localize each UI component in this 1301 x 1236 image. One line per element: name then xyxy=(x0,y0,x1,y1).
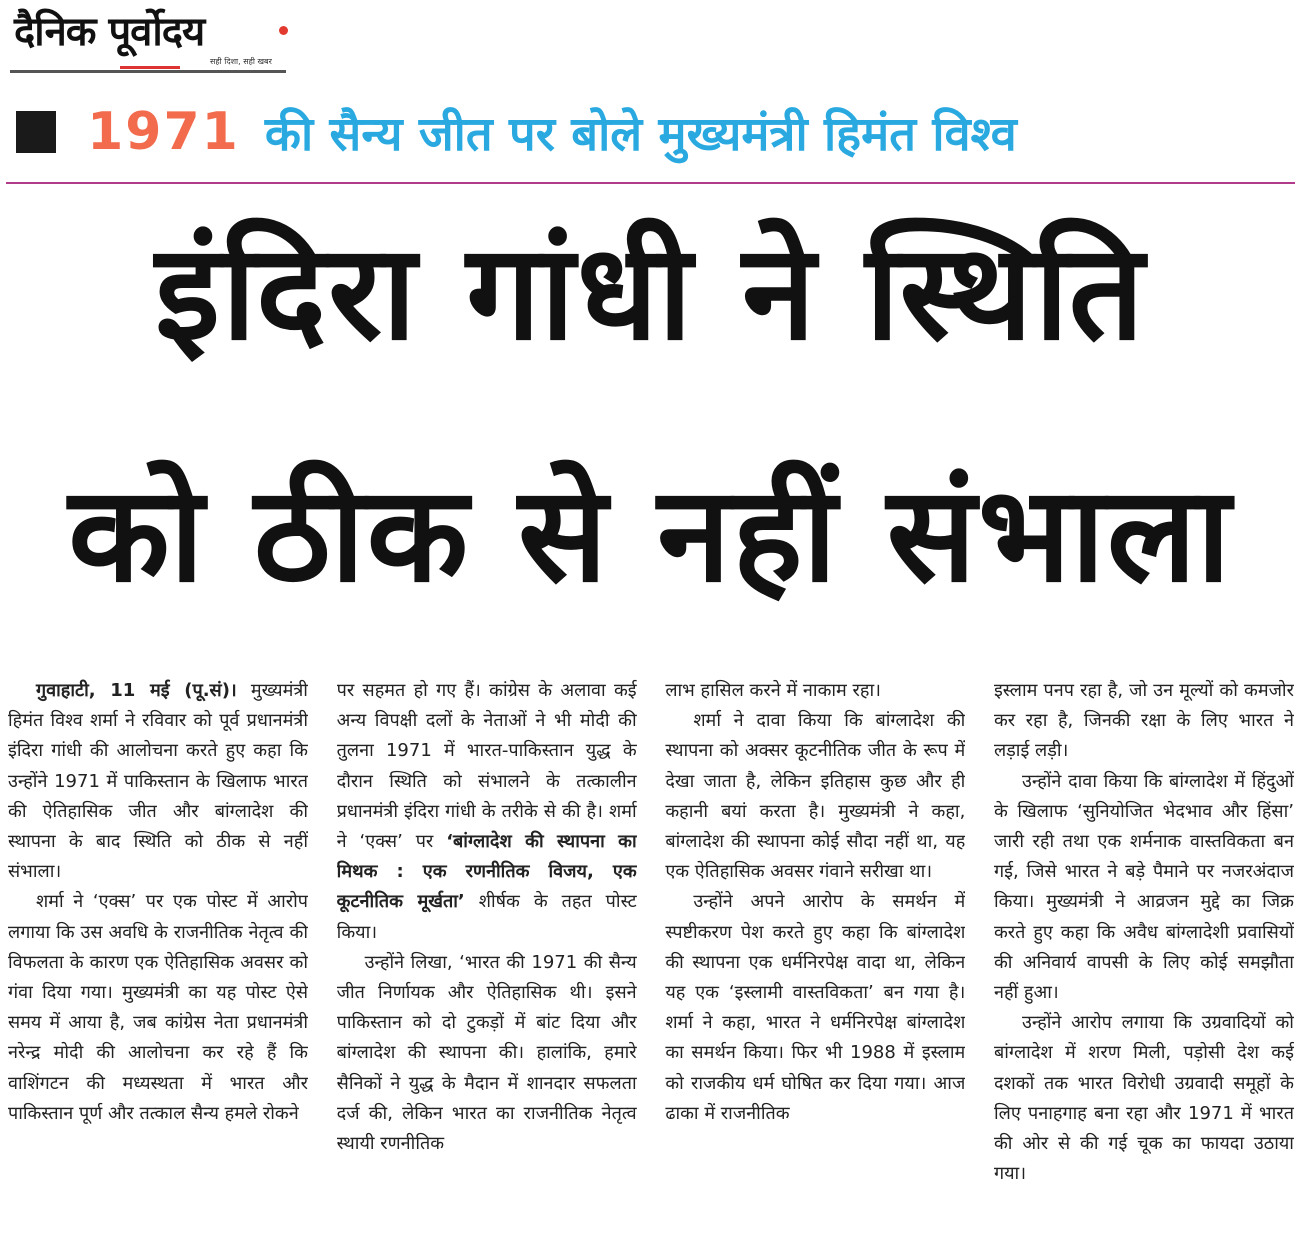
paragraph: शर्मा ने दावा किया कि बांग्लादेश की स्थापना को अक्सर कूटनीतिक जीत के रूप में देखा जाता है, लेकिन इतिहास कुछ और ही कहानी बयां करता है। मुख्यमंत्री ने कहा, बांग्लादेश की स्थापना कोई सौदा नहीं था, यह एक ऐतिहासिक अवसर गंवाने सरीखा था। xyxy=(665,710,966,883)
masthead-rule xyxy=(10,70,286,73)
paragraph-text: पर सहमत हो गए हैं। कांग्रेस के अलावा कई अन्य विपक्षी दलों के नेताओं ने भी मोदी की तुलना 1971 में भारत-पाकिस्तान युद्ध के दौरान स्थिति को संभालने के तत्कालीन प्रधानमंत्री इंदिरा गांधी के तरीके से की है। शर्मा ने ‘एक्स’ पर xyxy=(336,680,637,853)
article-column-3 xyxy=(665,676,965,1224)
post-title-quote: ‘बांग्लादेश की स्थापना का मिथक : एक रणनीतिक विजय, एक कूटनीतिक मूर्खता’ xyxy=(336,831,637,913)
divider xyxy=(6,182,1295,184)
paragraph: शर्मा ने ‘एक्स’ पर एक पोस्ट में आरोप लगाया कि उस अवधि के राजनीतिक नेतृत्व की विफलता के कारण एक ऐतिहासिक अवसर को गंवा दिया गया। मुख्यमंत्री का यह पोस्ट ऐसे समय में आया है, जब कांग्रेस नेता प्रधानमंत्री नरेन्द्र मोदी की आलोचना कर रहे हैं कि वाशिंगटन की मध्यस्थता में भारत और पाकिस्तान पूर्ण और तत्काल सैन्य हमले रोकने xyxy=(8,891,308,1124)
paragraph-text: मुख्यमंत्री हिमंत विश्व शर्मा ने रविवार को पूर्व प्रधानमंत्री इंदिरा गांधी की आलोचना करते हुए कहा कि उन्होंने 1971 में पाकिस्तान के खिलाफ भारत की ऐतिहासिक जीत और बांग्लादेश की स्थापना के बाद स्थिति को ठीक से नहीं संभाला। xyxy=(8,680,308,883)
paragraph: इस्लाम पनप रहा है, जो उन मूल्यों को कमजोर कर रहा है, जिनकी रक्षा के लिए भारत ने लड़ाई लड़ी। xyxy=(993,680,1294,762)
newspaper-name: दैनिक पूर्वोदय xyxy=(14,9,205,55)
article-column-4 xyxy=(994,676,1294,1224)
dateline: गुवाहाटी, 11 मई (पू.सं)। xyxy=(36,680,237,701)
paragraph: उन्होंने दावा किया कि बांग्लादेश में हिंदुओं के खिलाफ ‘सुनियोजित भेदभाव और हिंसा’ जारी रही तथा एक शर्मनाक वास्तविकता बन गई, जिसे भारत ने बड़े पैमाने पर नजरअंदाज किया। मुख्यमंत्री ने आव्रजन मुद्दे का जिक्र करते हुए कहा कि अवैध बांग्लादेशी प्रवासियों की अनिवार्य वापसी के लिए कोई समझौता नहीं हुआ। xyxy=(993,770,1294,1004)
kicker-text: की सैन्य जीत पर बोले मुख्यमंत्री हिमंत विश्व xyxy=(264,107,1017,162)
newspaper-tagline: सही दिशा, सही खबर xyxy=(210,57,272,66)
masthead xyxy=(10,6,286,72)
paragraph xyxy=(8,676,308,887)
masthead-dot-icon xyxy=(279,26,288,35)
kicker-year: 1971 xyxy=(87,102,240,162)
headline-line-1: इंदिरा गांधी ने स्थिति xyxy=(155,216,1146,370)
paragraph-text: शीर्षक के तहत पोस्ट किया। xyxy=(336,891,637,943)
paragraph: उन्होंने अपने आरोप के समर्थन में स्पष्टीकरण पेश करते हुए कहा कि बांग्लादेश की स्थापना एक धर्मनिरपेक्ष वादा था, लेकिन यह एक ‘इस्लामी वास्तविकता’ बन गया है। शर्मा ने कहा, भारत ने धर्मनिरपेक्ष बांग्लादेश का समर्थन किया। फिर भी 1988 में इस्लाम को राजकीय धर्म घोषित कर दिया गया। आज ढाका में राजनीतिक xyxy=(665,891,966,1124)
headline-line-2: को ठीक से नहीं संभाला xyxy=(68,458,1233,612)
paragraph xyxy=(337,676,637,948)
paragraph: लाभ हासिल करने में नाकाम रहा। xyxy=(665,680,881,701)
article-column-1 xyxy=(8,676,308,1224)
square-bullet-icon xyxy=(16,111,56,153)
article-column-2 xyxy=(337,676,637,1224)
paragraph: उन्होंने लिखा, ‘भारत की 1971 की सैन्य जीत निर्णायक और ऐतिहासिक थी। इसने पाकिस्तान को दो टुकड़ों में बांट दिया और बांग्लादेश की स्थापना की। हालांकि, हमारे सैनिकों ने युद्ध के मैदान में शानदार सफलता दर्ज की, लेकिन भारत का राजनीतिक नेतृत्व स्थायी रणनीतिक xyxy=(336,951,637,1155)
masthead-color-strip xyxy=(120,66,180,69)
article-body xyxy=(8,676,1294,1224)
paragraph: उन्होंने आरोप लगाया कि उग्रवादियों को बांग्लादेश में शरण मिली, पड़ोसी देश कई दशकों तक भारत विरोधी उग्रवादी समूहों के लिए पनाहगाह बना रहा और 1971 में भारत की ओर से की गई चूक का फायदा उठाया गया। xyxy=(993,1012,1294,1185)
kicker xyxy=(16,100,1286,170)
